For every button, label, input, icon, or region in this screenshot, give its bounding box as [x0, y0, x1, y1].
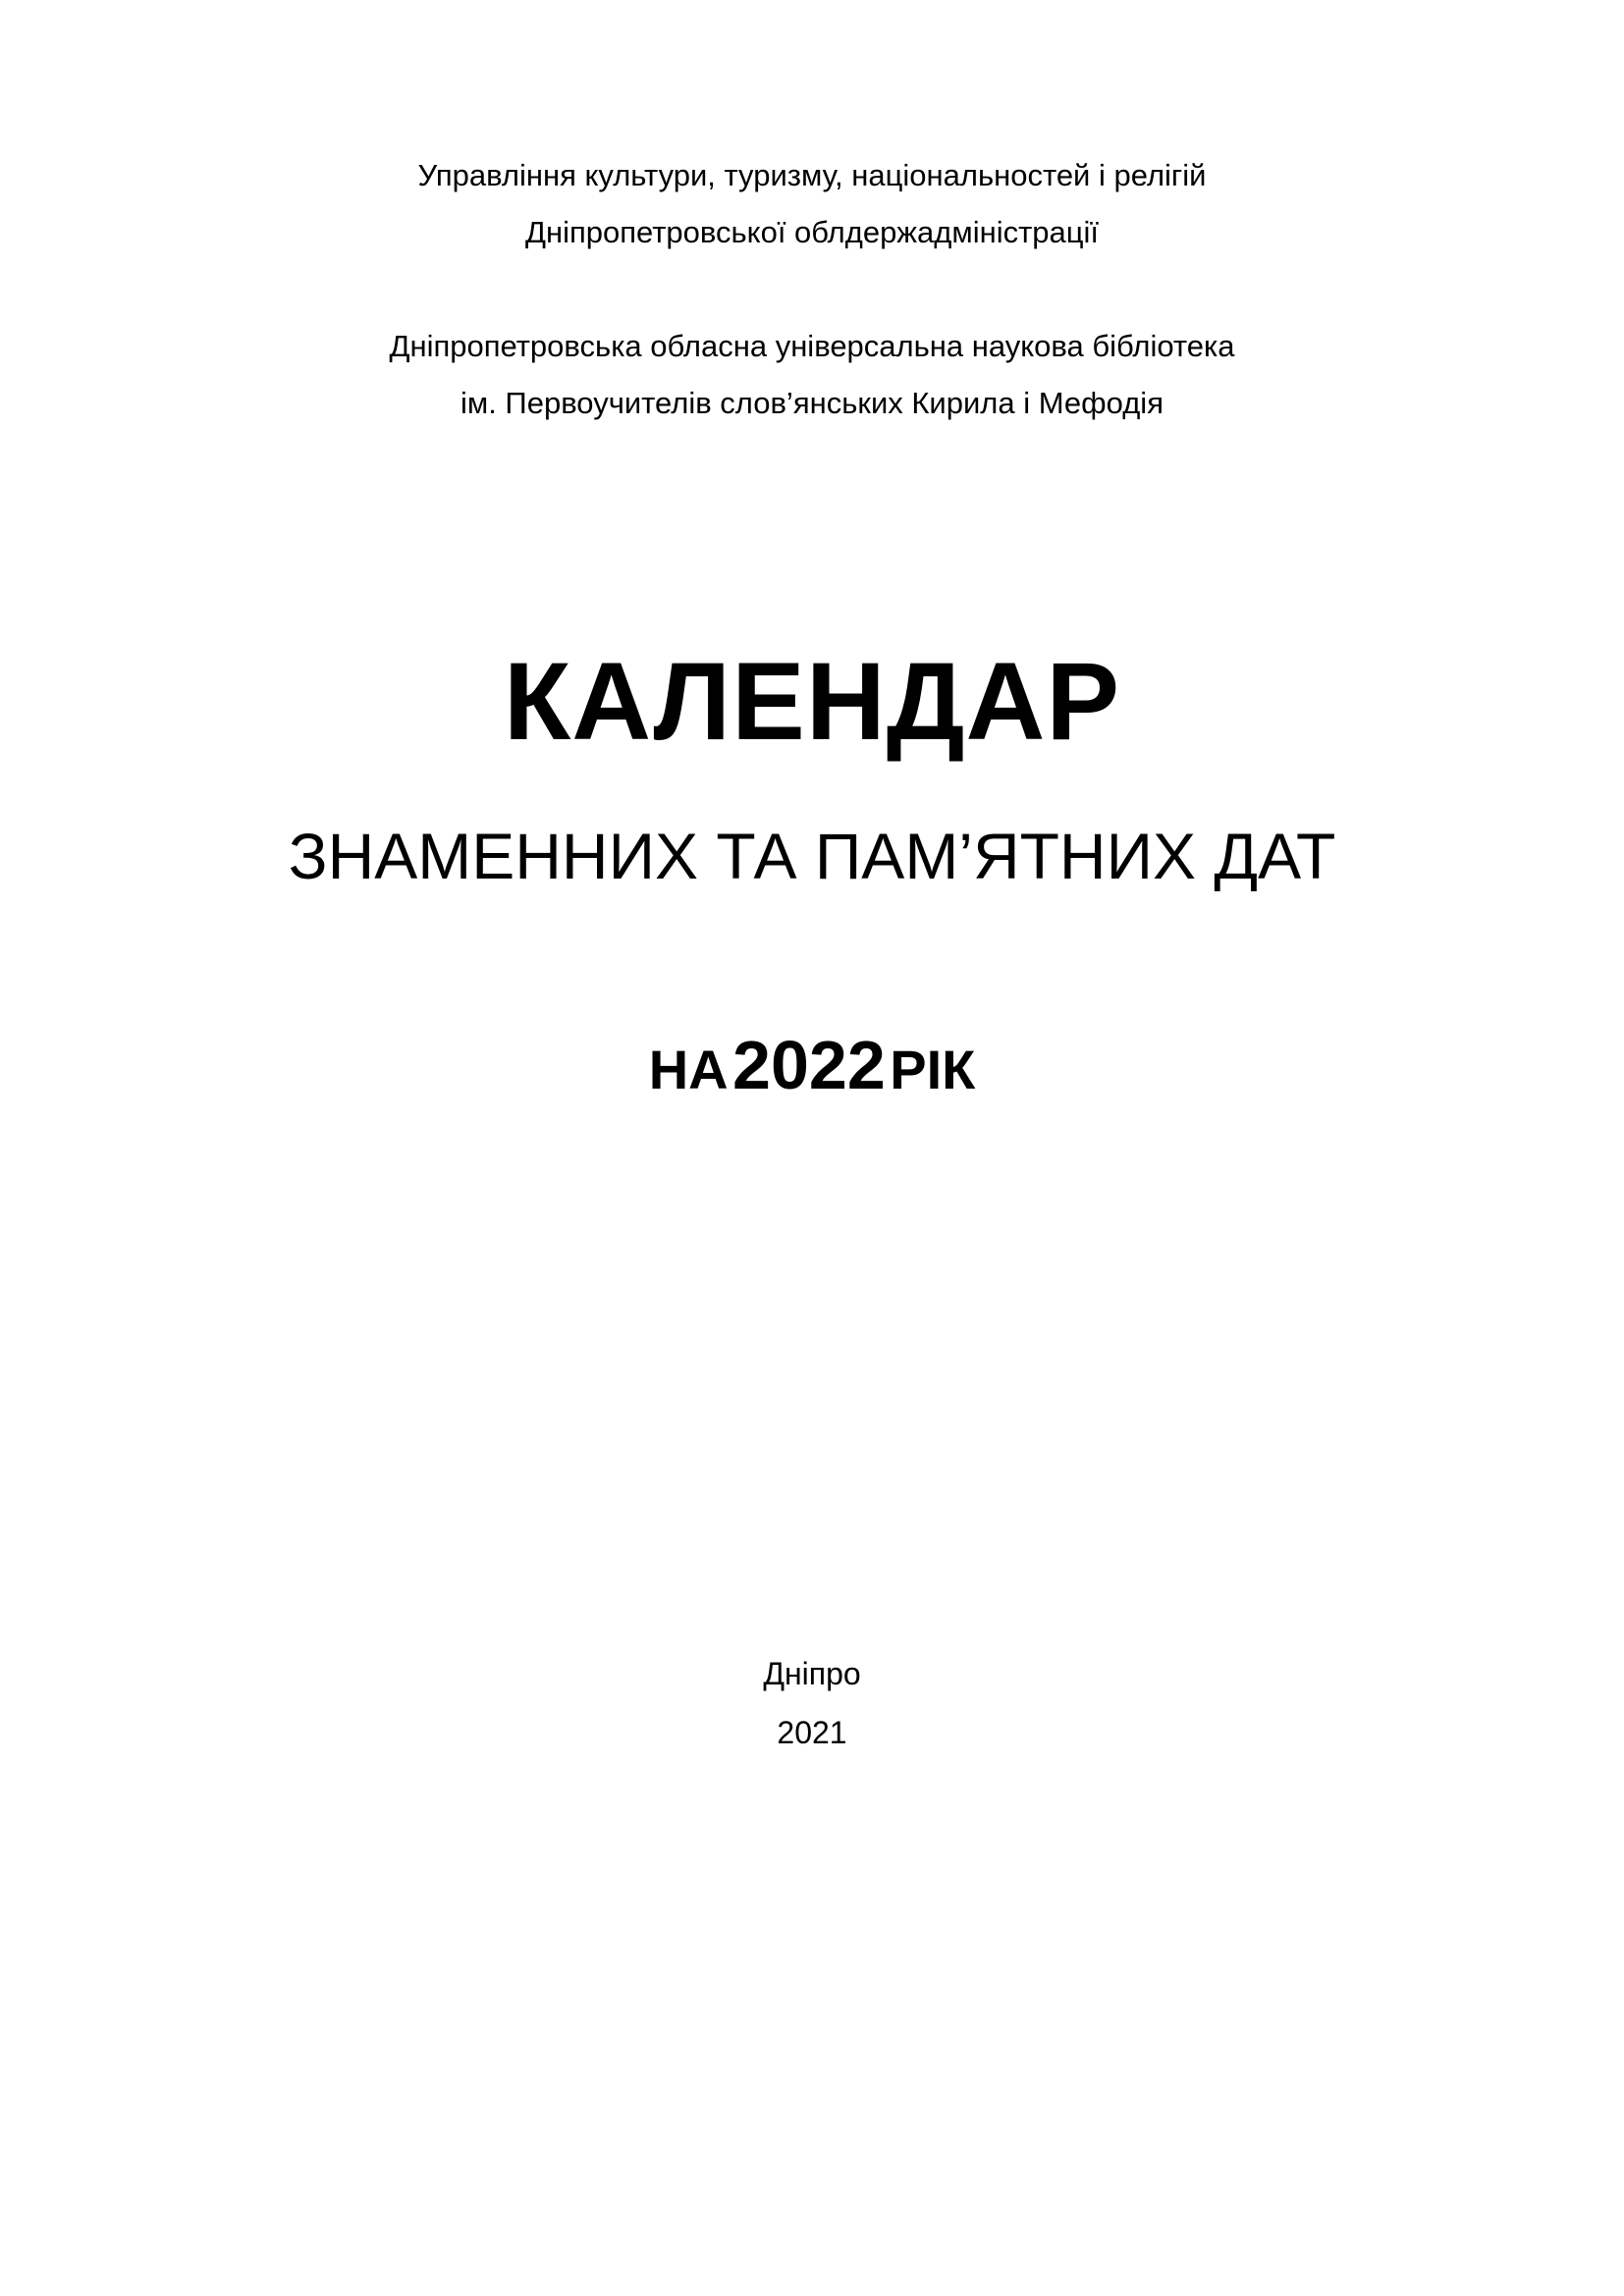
library-line-1: Дніпропетровська обласна універсальна наукова бібліотека [389, 329, 1235, 363]
issuing-department [0, 147, 1624, 261]
imprint [0, 1644, 1624, 1762]
issuing-library [0, 318, 1624, 432]
document-subtitle: ЗНАМЕННИХ ТА ПАМ’ЯТНИХ ДАТ [288, 820, 1336, 892]
imprint-year: 2021 [777, 1715, 847, 1750]
department-line-1: Управління культури, туризму, національностей і релігій [417, 158, 1207, 192]
year-suffix: РІК [890, 1039, 976, 1100]
document-title: КАЛЕНДАР [503, 640, 1121, 763]
year-prefix: НА [648, 1039, 729, 1100]
department-line-2: Дніпропетровської облдержадміністрації [524, 215, 1100, 249]
calendar-year: 2022 [732, 1027, 886, 1103]
document-year-line [0, 1021, 1624, 1129]
library-line-2: ім. Первоучителів слов’янських Кирила і Мефодія [460, 386, 1164, 420]
imprint-city: Дніпро [763, 1656, 861, 1691]
